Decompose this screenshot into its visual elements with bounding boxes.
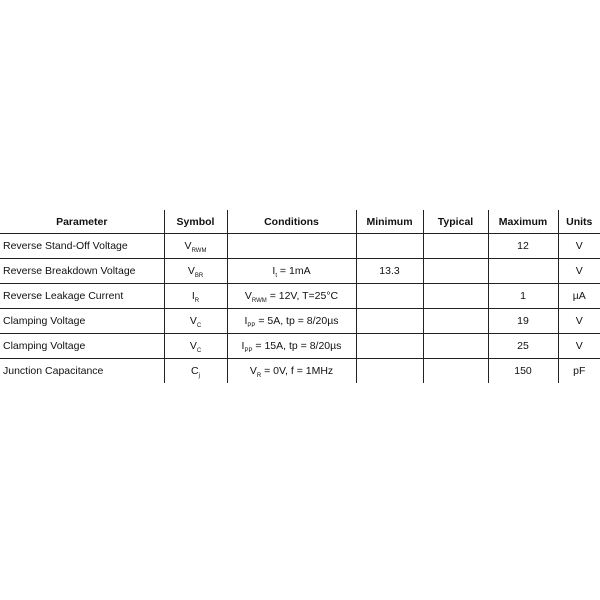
cell-parameter: Clamping Voltage xyxy=(0,334,164,359)
cell-minimum: 13.3 xyxy=(356,259,423,284)
header-parameter: Parameter xyxy=(0,210,164,234)
header-conditions: Conditions xyxy=(227,210,356,234)
cell-maximum xyxy=(488,259,558,284)
cell-minimum xyxy=(356,359,423,384)
cell-symbol: $V_C$ xyxy=(164,309,227,334)
header-symbol: Symbol xyxy=(164,210,227,234)
cell-typical xyxy=(423,284,488,309)
header-maximum: Maximum xyxy=(488,210,558,234)
table-row xyxy=(0,234,600,259)
cell-symbol: $V_{BR}$ xyxy=(164,259,227,284)
cell-symbol: $C_j$ xyxy=(164,359,227,384)
cell-units: V xyxy=(558,309,600,334)
cell-typical xyxy=(423,334,488,359)
cell-conditions: $I_{PP} = 15A$, tp = 8/20µs xyxy=(227,334,356,359)
cell-maximum: 25 xyxy=(488,334,558,359)
cell-conditions: $V_R = 0V$, f = 1MHz xyxy=(227,359,356,384)
cell-symbol: $I_R$ xyxy=(164,284,227,309)
cell-parameter: Clamping Voltage xyxy=(0,309,164,334)
cell-minimum xyxy=(356,334,423,359)
cell-maximum: 12 xyxy=(488,234,558,259)
table-row xyxy=(0,284,600,309)
cell-maximum: 19 xyxy=(488,309,558,334)
cell-units: µA xyxy=(558,284,600,309)
table-header-row xyxy=(0,210,600,234)
cell-conditions xyxy=(227,234,356,259)
cell-minimum xyxy=(356,284,423,309)
header-units: Units xyxy=(558,210,600,234)
cell-minimum xyxy=(356,234,423,259)
cell-units: V xyxy=(558,334,600,359)
table-row xyxy=(0,334,600,359)
cell-typical xyxy=(423,359,488,384)
cell-typical xyxy=(423,259,488,284)
cell-parameter: Reverse Stand-Off Voltage xyxy=(0,234,164,259)
header-typical: Typical xyxy=(423,210,488,234)
cell-symbol: $V_C$ xyxy=(164,334,227,359)
header-minimum: Minimum xyxy=(356,210,423,234)
cell-typical xyxy=(423,234,488,259)
cell-units: V xyxy=(558,259,600,284)
cell-minimum xyxy=(356,309,423,334)
cell-maximum: 1 xyxy=(488,284,558,309)
table-row xyxy=(0,259,600,284)
cell-conditions: $I_{PP} = 5A$, tp = 8/20µs xyxy=(227,309,356,334)
cell-conditions: $I_t = 1mA$ xyxy=(227,259,356,284)
cell-typical xyxy=(423,309,488,334)
cell-units: pF xyxy=(558,359,600,384)
cell-parameter: Junction Capacitance xyxy=(3,365,104,377)
electrical-characteristics-table xyxy=(0,210,600,383)
cell-conditions: $V_{RWM} = 12V$, T=25°C xyxy=(227,284,356,309)
cell-maximum: 150 xyxy=(488,359,558,384)
cell-symbol: $V_{RWM}$ xyxy=(164,234,227,259)
cell-units: V xyxy=(558,234,600,259)
table-row xyxy=(0,309,600,334)
table-row xyxy=(0,359,600,384)
cell-parameter: Reverse Leakage Current xyxy=(0,284,164,309)
cell-parameter: Reverse Breakdown Voltage xyxy=(0,259,164,284)
